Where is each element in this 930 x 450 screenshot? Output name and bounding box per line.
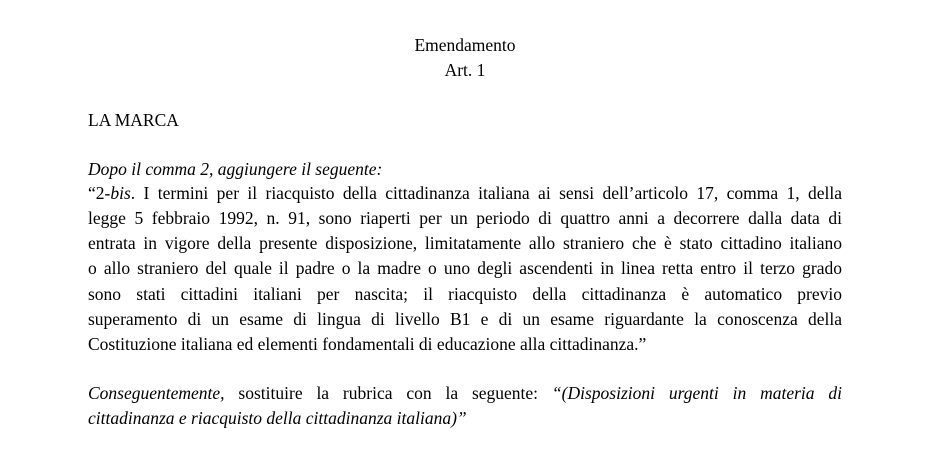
rubric-quote-1: “(Disposizioni urgenti in materia di	[551, 383, 842, 403]
open-quote: “2-	[88, 183, 111, 203]
consequent-line-1	[88, 381, 842, 405]
article-reference: Art. 1	[444, 60, 486, 80]
amendment-line-3: entrata in vigore della presente disposizione, limitatamente allo straniero che è stato cittadino italiano	[88, 233, 842, 253]
amendment-line-6: superamento di un esame di lingua di livello B1 e di un esame riguardante la conoscenza della	[88, 309, 842, 329]
amendment-line-2: legge 5 febbraio 1992, n. 91, sono riaperti per un periodo di quattro anni a decorrere dalla data di	[88, 208, 842, 228]
author-name: LA MARCA	[88, 110, 179, 130]
consequent-text: sostituire la rubrica con la seguente:	[224, 383, 552, 403]
instruction-text: Dopo il comma 2, aggiungere il seguente:	[88, 159, 383, 179]
consequent-lead: Conseguentemente,	[88, 383, 225, 403]
amendment-line-1	[88, 181, 842, 205]
rubric-quote-2: cittadinanza e riacquisto della cittadinanza italiana)”	[88, 408, 467, 428]
document-title: Emendamento	[414, 35, 516, 55]
bis-label: bis	[110, 183, 131, 203]
amendment-line-7: Costituzione italiana ed elementi fondamentali di educazione alla cittadinanza.”	[88, 334, 647, 354]
amendment-line-5: sono stati cittadini italiani per nascita; il riacquisto della cittadinanza è automatico previo	[88, 284, 842, 304]
line-1-text: . I termini per il riacquisto della cittadinanza italiana ai sensi dell’articolo 17, comma 1, della	[130, 183, 842, 203]
amendment-line-4: o allo straniero del quale il padre o la madre o uno degli ascendenti in linea retta entro il terzo grado	[88, 258, 842, 278]
